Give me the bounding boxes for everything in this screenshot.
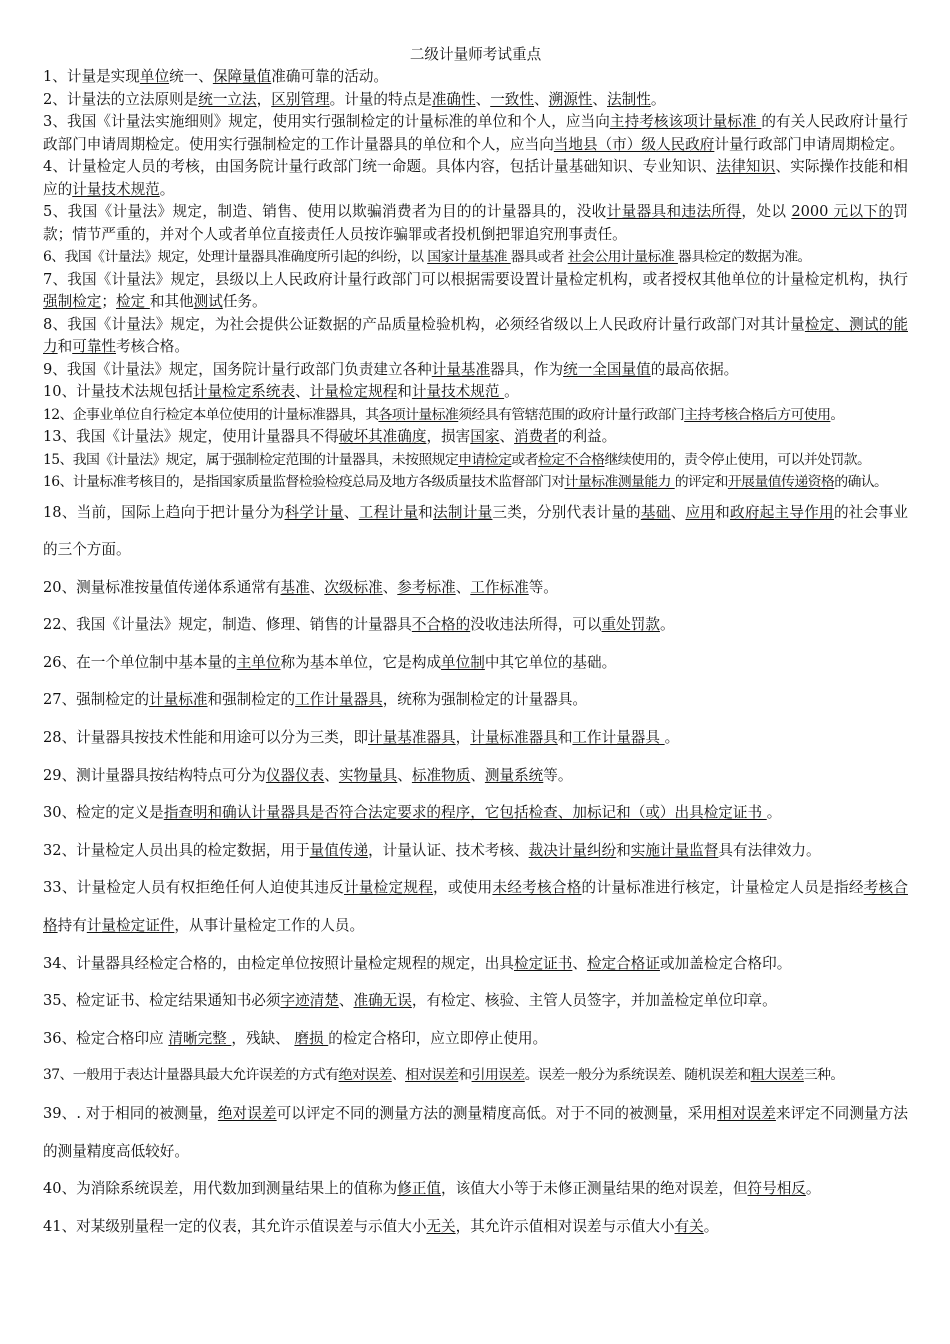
question-item-8 [43, 314, 908, 359]
question-text: 等。 [543, 766, 573, 784]
answer-underline: 科学计量 [284, 503, 344, 521]
question-text: 准确可靠的活动。 [271, 68, 389, 85]
question-item-30 [43, 794, 908, 832]
question-text: 30、检定的定义是 [43, 804, 164, 822]
question-text: 10、计量技术法规包括 [43, 383, 193, 400]
answer-underline: 统一立法 [198, 90, 257, 108]
question-text: 、 [592, 90, 608, 108]
answer-underline: 无关 [426, 1217, 456, 1235]
answer-underline: 工作标准 [470, 578, 529, 596]
answer-underline: 计量基准器具 [368, 729, 456, 747]
question-text: ，有检定、核验、主管人员签字，并加盖检定单位印章。 [411, 992, 777, 1010]
question-text: 28、计量器具按技术性能和用途可以分为三类，即 [43, 729, 369, 747]
answer-underline: 2000 元以下的 [791, 203, 894, 220]
answer-underline: 区别管理 [271, 90, 330, 108]
answer-underline: 绝对误差 [217, 1105, 277, 1122]
answer-underline: 仪器仪表 [265, 766, 325, 784]
question-text: 。 [664, 729, 680, 747]
question-text: 40、为消除系统误差，用代数加到测量结果上的值称为 [43, 1180, 398, 1198]
question-text: ，处以 [741, 203, 792, 220]
answer-underline: 重处罚款 [601, 616, 660, 634]
answer-underline: 计量标准器具 [470, 729, 558, 747]
answer-underline: 单位 [139, 68, 170, 85]
question-text: 、 [343, 503, 359, 521]
question-text: 的评定和 [674, 474, 728, 490]
question-item-22 [43, 606, 908, 644]
question-text: 器具，作为 [490, 360, 564, 378]
question-text: 、实际操作技能和相应的 [43, 158, 908, 198]
question-item-12 [43, 404, 908, 427]
question-text: 中其它单位的基础。 [484, 653, 617, 671]
answer-underline: 主持考核合格后方可使用 [684, 406, 831, 423]
answer-underline: 计量检定规程 [309, 383, 398, 400]
answer-underline: 次级标准 [324, 578, 383, 596]
answer-underline: 工作计量器具 [572, 729, 665, 747]
question-text: 。 [703, 1217, 719, 1235]
question-text: 、 [470, 766, 485, 784]
question-text: ，或使用 [433, 879, 493, 897]
question-item-33 [43, 869, 908, 944]
question-text: 32、计量检定人员出具的检定数据，用于 [43, 841, 310, 859]
answer-underline: 保障量值 [212, 68, 272, 85]
answer-underline: 准确无误 [353, 992, 412, 1010]
answer-underline: 工程计量 [358, 503, 419, 521]
answer-underline: 计量技术规范 [411, 383, 505, 400]
answer-underline: 未经考核合格 [492, 879, 582, 897]
question-text: 22、我国《计量法》规定，制造、修理、销售的计量器具 [43, 616, 412, 634]
answer-underline: 清晰完整 [168, 1029, 232, 1047]
question-item-6 [43, 246, 908, 269]
document-title: 二级计量师考试重点 [409, 46, 542, 63]
answer-underline: 标准物质 [411, 766, 471, 784]
answer-underline: 社会公用计量标准 [567, 249, 678, 265]
question-text: 、 [382, 578, 398, 596]
question-text: 6、我国《计量法》规定，处理计量器具准确度所引起的纠纷，以 [43, 249, 428, 265]
answer-underline: 申请检定 [458, 451, 512, 468]
answer-underline: 磨损 [294, 1029, 329, 1047]
question-text: 等。 [528, 578, 558, 596]
question-item-37 [43, 1057, 908, 1095]
question-text: 26、在一个单位制中基本量的 [43, 653, 237, 671]
answer-underline: 溯源性 [548, 90, 593, 108]
question-text: 。计量的特点是 [329, 90, 432, 108]
answer-underline: 测试 [193, 293, 223, 310]
question-list [43, 66, 908, 1245]
question-text: 、 [338, 992, 354, 1010]
question-text: 任务。 [222, 293, 267, 310]
answer-underline: 工作计量器具 [295, 691, 383, 709]
answer-underline: 量值传递 [309, 841, 369, 859]
question-text: 20、测量标准按量值传递体系通常有 [43, 578, 281, 596]
answer-underline: 单位制 [441, 653, 485, 671]
answer-underline: 计量检定系统表 [192, 383, 296, 400]
answer-underline: 政府起主导作用 [730, 503, 834, 521]
question-text: 、 [391, 1067, 406, 1084]
question-text: 、 [534, 90, 549, 108]
question-text: ，计量认证、技术考核、 [368, 841, 529, 859]
question-text: 或者 [511, 451, 538, 468]
answer-underline: 修正值 [397, 1180, 442, 1198]
answer-underline: 考核合格 [43, 879, 908, 935]
question-text: ，统称为强制检定的计量器具。 [382, 691, 588, 709]
question-item-34 [43, 945, 908, 983]
answer-underline: 计量技术规范 [72, 180, 160, 198]
question-text: 、 [324, 766, 339, 784]
question-item-40 [43, 1170, 908, 1208]
answer-underline: 检定证书 [513, 954, 573, 972]
question-text: 须经具有管辖范围的政府计量行政部门 [458, 406, 685, 423]
answer-underline: 法制计量 [433, 503, 493, 521]
question-text: 和 [616, 841, 631, 859]
answer-underline: 开展量值传递资格 [727, 474, 835, 490]
answer-underline: 符号相反 [747, 1180, 806, 1198]
answer-underline: 测量系统 [484, 766, 544, 784]
question-text: 1、计量是实现 [43, 68, 140, 85]
question-text: 、 [397, 766, 412, 784]
question-text: ， [256, 90, 272, 108]
question-text: 或加盖检定合格印。 [659, 954, 792, 972]
question-text: 三类，分别代表计量的 [492, 503, 641, 521]
question-text: 罚款；情节严重的，并对个人或者单位直接责任人员按诈骗罪或者投机倒把罪追究刑事责任。 [43, 203, 908, 243]
answer-underline: 应用 [685, 503, 716, 521]
answer-underline: 引用误差 [471, 1067, 525, 1084]
question-text: 、 [475, 90, 491, 108]
answer-underline: 相对误差 [717, 1105, 776, 1122]
question-text: 可以评定不同的测量方法的测量精度高低。对于不同的被测量，采用 [276, 1105, 718, 1122]
question-text: 15、我国《计量法》规定，属于强制检定范围的计量器具，未按照规定 [43, 451, 459, 468]
answer-underline: 基础 [640, 503, 671, 521]
question-text: ，该值大小等于未修正测量结果的绝对误差，但 [441, 1180, 748, 1198]
question-item-32 [43, 832, 908, 870]
question-text: 的有关人民政府计量行政部门申请周期检定。使用实行强制检定的工作计量器具的单位和个人，应当向 [43, 113, 908, 153]
answer-underline: 有关 [674, 1217, 704, 1235]
answer-underline: 准确性 [431, 90, 476, 108]
answer-underline: 检定 [116, 293, 150, 310]
question-item-10 [43, 381, 908, 404]
question-text: 12、企事业单位自行检定本单位使用的计量标准器具，其 [43, 406, 379, 423]
question-text: 27、强制检定的 [43, 691, 150, 709]
question-text: ； [101, 293, 116, 310]
question-text: 39、. 对于相同的被测量， [43, 1105, 218, 1122]
answer-underline: 国家 [470, 428, 500, 445]
question-text: 。 [159, 180, 175, 198]
question-text: 器具检定的数据为准。 [677, 249, 811, 265]
question-item-18 [43, 494, 908, 569]
answer-underline: 计量检定证件 [86, 917, 175, 935]
question-text: 。 [650, 90, 666, 108]
answer-underline: 消费者 [514, 428, 558, 445]
question-text: 和 [397, 383, 412, 400]
answer-underline: 裁决计量纠纷 [528, 841, 617, 859]
question-text: 41、对某级别量程一定的仪表，其允许示值误差与示值大小 [43, 1217, 427, 1235]
question-text: 。 [659, 616, 675, 634]
question-text: 和 [557, 729, 573, 747]
question-text: 16、计量标准考核目的，是指国家质量监督检验检疫总局及地方各级质量技术监督部门对 [43, 474, 565, 490]
answer-underline: 相对误差 [405, 1067, 459, 1084]
question-text: ， [455, 729, 471, 747]
question-item-36 [43, 1020, 908, 1058]
answer-underline: 国家计量基准 [427, 249, 511, 265]
answer-underline: 当地县（市）级人民政府 [553, 135, 715, 153]
question-text: 三种。 [803, 1067, 844, 1084]
question-text: 3、我国《计量法实施细则》规定，使用实行强制检定的计量标准的单位和个人，应当向 [43, 113, 610, 130]
question-item-4 [43, 156, 908, 201]
answer-underline: 强制检定 [43, 293, 102, 310]
question-text: ，其允许示值相对误差与示值大小 [455, 1217, 675, 1235]
question-item-28 [43, 719, 908, 757]
question-text: ，损害 [426, 428, 471, 445]
answer-underline: 检定合格证 [586, 954, 660, 972]
question-item-15 [43, 449, 908, 472]
answer-underline: 基准 [280, 578, 310, 596]
question-text: 和 [57, 338, 73, 355]
question-text: 来评定不同测量方法的测量精度高低较好。 [43, 1105, 908, 1160]
question-text: 、 [572, 954, 587, 972]
question-text: 18、当前，国际上趋向于把计量分为 [43, 503, 285, 521]
question-text: 、 [499, 428, 515, 445]
question-text: 。 [830, 406, 844, 423]
question-text: 8、我国《计量法》规定，为社会提供公证数据的产品质量检验机构，必须经省级以上人民政府计量行政部门对其计量 [43, 315, 805, 333]
question-text: 和 [458, 1067, 472, 1084]
answer-underline: 字迹清楚 [280, 992, 339, 1010]
answer-underline: 绝对误差 [338, 1067, 392, 1084]
question-text: 的社会事业的三个方面。 [43, 503, 908, 559]
answer-underline: 各项计量标准 [378, 406, 459, 423]
question-text: 、 [670, 503, 686, 521]
question-item-5 [43, 201, 908, 246]
answer-underline: 破坏其准确度 [338, 428, 427, 445]
question-text: 7、我国《计量法》规定，县级以上人民政府计量行政部门可以根据需要设置计量检定机构，或者授权其他单位的计量检定机构，执行 [43, 270, 908, 288]
answer-underline: 计量标准 [149, 691, 208, 709]
answer-underline: 不合格的 [411, 616, 471, 634]
question-text: 37、一般用于表达计量器具最大允许误差的方式有 [43, 1067, 339, 1084]
answer-underline: 主单位 [236, 653, 281, 671]
question-text: 34、计量器具经检定合格的，由检定单位按照计量检定规程的规定，出具 [43, 954, 514, 972]
answer-underline: 计量基准 [431, 360, 491, 378]
question-text: 13、我国《计量法》规定，使用计量器具不得 [43, 428, 339, 445]
answer-underline: 检定不合格 [537, 451, 605, 468]
question-text: 具有法律效力。 [718, 841, 821, 859]
question-text: 的利益。 [557, 428, 617, 445]
question-item-20 [43, 569, 908, 607]
answer-underline: 参考标准 [397, 578, 456, 596]
question-text: 的确认。 [834, 474, 888, 490]
question-item-26 [43, 644, 908, 682]
answer-underline: 实施计量监督 [630, 841, 719, 859]
question-text: 29、测计量器具按结构特点可分为 [43, 766, 266, 784]
question-text: 4、计量检定人员的考核，由国务院计量行政部门统一命题。具体内容，包括计量基础知识、专业知识、 [43, 158, 717, 175]
question-item-2 [43, 89, 908, 112]
question-item-3 [43, 111, 908, 156]
question-text: 。 [766, 804, 782, 822]
question-text: 和其他 [149, 293, 194, 310]
answer-underline: 实物量具 [338, 766, 398, 784]
question-text: 的计量标准进行核定，计量检定人员是指经 [581, 879, 864, 897]
answer-underline: 一致性 [490, 90, 534, 108]
answer-underline: 法制性 [607, 90, 651, 108]
question-text: 、 [455, 578, 471, 596]
answer-underline: 统一全国量值 [563, 360, 651, 378]
question-text: 、 [309, 578, 325, 596]
question-text: 持有 [57, 917, 87, 935]
question-text: 9、我国《计量法》规定，国务院计量行政部门负责建立各种 [43, 360, 432, 378]
question-item-16 [43, 471, 908, 494]
answer-underline: 计量检定规程 [343, 879, 434, 897]
answer-underline: 主持考核该项计量标准 [609, 113, 762, 130]
answer-underline: 检定、测试的能力 [43, 315, 908, 355]
question-item-27 [43, 681, 908, 719]
question-text: 和 [715, 503, 731, 521]
question-text: 。 [504, 383, 519, 400]
question-item-35 [43, 982, 908, 1020]
question-text: 。误差一般分为系统误差、随机误差和 [524, 1067, 751, 1084]
question-text: 的检定合格印，应立即停止使用。 [328, 1029, 548, 1047]
answer-underline: 指查明和确认计量器具是否符合法定要求的程序，它包括检查、加标记和（或）出具检定证书 [163, 804, 767, 822]
answer-underline: 计量器具和违法所得 [606, 203, 742, 220]
answer-underline: 法律知识 [716, 158, 776, 175]
answer-underline: 计量标准测量能力 [564, 474, 675, 490]
question-text: 35、检定证书、检定结果通知书必须 [43, 992, 281, 1010]
question-text: ，残缺、 [231, 1029, 295, 1047]
question-item-7 [43, 269, 908, 314]
answer-underline: 粗大误差 [750, 1067, 804, 1084]
question-text: 继续使用的，责令停止使用，可以并处罚款。 [604, 451, 871, 468]
answer-underline: 可靠性 [72, 338, 117, 355]
question-text: 统一、 [169, 68, 213, 85]
question-item-1 [43, 66, 908, 89]
question-text: 没收违法所得，可以 [470, 616, 602, 634]
question-text: 器具或者 [510, 249, 568, 265]
question-item-13 [43, 426, 908, 449]
question-text: 。 [805, 1180, 821, 1198]
question-text: 2、计量法的立法原则是 [43, 90, 199, 108]
question-text: 和强制检定的 [207, 691, 296, 709]
question-text: 的最高依据。 [650, 360, 739, 378]
question-text: 5、我国《计量法》规定，制造、销售、使用以欺骗消费者为目的的计量器具的，没收 [43, 203, 607, 220]
question-text: 36、检定合格印应 [43, 1029, 169, 1047]
question-text: ，从事计量检定工作的人员。 [174, 917, 365, 935]
question-item-39 [43, 1095, 908, 1170]
question-text: 称为基本单位，它是构成 [280, 653, 442, 671]
question-text: 计量行政部门申请周期检定。 [714, 135, 905, 153]
question-text: 、 [295, 383, 310, 400]
question-item-41 [43, 1208, 908, 1246]
question-text: 33、计量检定人员有权拒绝任何人迫使其违反 [43, 879, 344, 897]
question-item-9 [43, 359, 908, 382]
question-text: 和 [418, 503, 434, 521]
question-item-29 [43, 757, 908, 795]
question-text: 考核合格。 [116, 338, 189, 355]
